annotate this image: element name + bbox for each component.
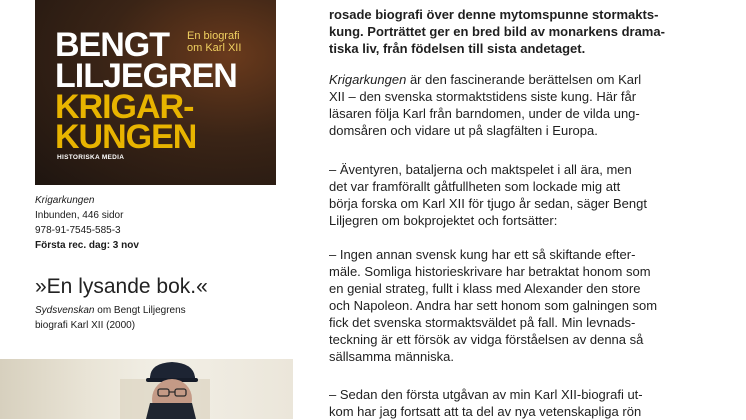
book-cover xyxy=(35,0,276,185)
review-source-line2: biografi Karl XII (2000) xyxy=(35,320,136,331)
paragraph-quote-1 xyxy=(329,161,647,229)
review-quote: »En lysande bok.« xyxy=(35,275,208,298)
paragraph-quote-3 xyxy=(329,386,643,420)
paragraph-line: fick det svenska stormaktsväldet på fall. Min levnads- xyxy=(329,315,636,330)
paragraph-intro xyxy=(329,71,641,139)
article-lead xyxy=(329,6,665,57)
paragraph-line: sällsamma människa. xyxy=(329,349,454,364)
book-isbn: 978-91-7545-585-3 xyxy=(35,225,121,236)
book-format: Inbunden, 446 sidor xyxy=(35,210,124,221)
cover-title xyxy=(55,88,197,156)
paragraph-line: läsaren följa Karl från barndomen, under de vilda ung- xyxy=(329,106,640,121)
cover-publisher: HISTORISKA MEDIA xyxy=(57,154,125,161)
cover-author-last: LILJEGREN xyxy=(55,57,237,95)
paragraph-quote-2 xyxy=(329,246,657,365)
paragraph-line: – Äventyren, bataljerna och maktspelet i all ära, men xyxy=(329,162,632,177)
cover-author-first: BENGT xyxy=(55,26,169,64)
paragraph-line-rest: är den fascinerande berättelsen om Karl xyxy=(406,72,642,87)
review-source-name: Sydsvenskan xyxy=(35,305,95,316)
paragraph-line: domsåren och vidare ut på slagfälten i Europa. xyxy=(329,123,598,138)
lead-line: kung. Porträttet ger en bred bild av monarkens drama- xyxy=(329,24,665,39)
paragraph-line xyxy=(329,71,641,88)
lead-line: tiska liv, från födelsen till sista andetaget. xyxy=(329,41,586,56)
paragraph-line: det var framförallt gåtfullheten som lockade mig att xyxy=(329,179,621,194)
cover-subtitle-line2: om Karl XII xyxy=(187,42,242,54)
book-title: Krigarkungen xyxy=(35,195,95,206)
lead-line: rosade biografi över denne mytomspunne stormakts- xyxy=(329,7,659,22)
paragraph-line: teckning är ett försök av vidga förståelsen av denna så xyxy=(329,332,644,347)
cover-subtitle xyxy=(187,30,241,54)
cover-subtitle-line1: En biografi xyxy=(187,30,240,42)
cover-title-line1: KRIGAR- xyxy=(55,88,194,126)
paragraph-line: kom har jag fortsatt att ta del av nya vetenskapliga rön xyxy=(329,404,642,419)
author-photo-illustration xyxy=(0,359,293,419)
review-source xyxy=(35,303,186,333)
paragraph-line: – Ingen annan svensk kung har ett så skiftande efter- xyxy=(329,247,636,262)
book-meta xyxy=(35,193,139,253)
paragraph-line: börja forska om Karl XII för tjugo år sedan, säger Bengt xyxy=(329,196,647,211)
paragraph-line: XII – den svenska stormaktstidens siste kung. Här får xyxy=(329,89,637,104)
review-date: Första rec. dag: 3 nov xyxy=(35,240,139,251)
author-photo xyxy=(0,359,293,419)
cover-title-line2: KUNGEN xyxy=(55,118,197,156)
paragraph-line: Liljegren om bokprojektet och fortsätter: xyxy=(329,213,558,228)
paragraph-line: mäle. Somliga historieskrivare har betraktat honom som xyxy=(329,264,651,279)
paragraph-line: och Napoleon. Andra har sett honom som galningen som xyxy=(329,298,658,313)
book-title-inline: Krigarkungen xyxy=(329,72,407,87)
review-source-rest: om Bengt Liljegrens xyxy=(94,305,186,316)
paragraph-line: en genial strateg, fullt i klass med Alexander den store xyxy=(329,281,641,296)
paragraph-line: – Sedan den första utgåvan av min Karl XII-biografi ut- xyxy=(329,387,643,402)
